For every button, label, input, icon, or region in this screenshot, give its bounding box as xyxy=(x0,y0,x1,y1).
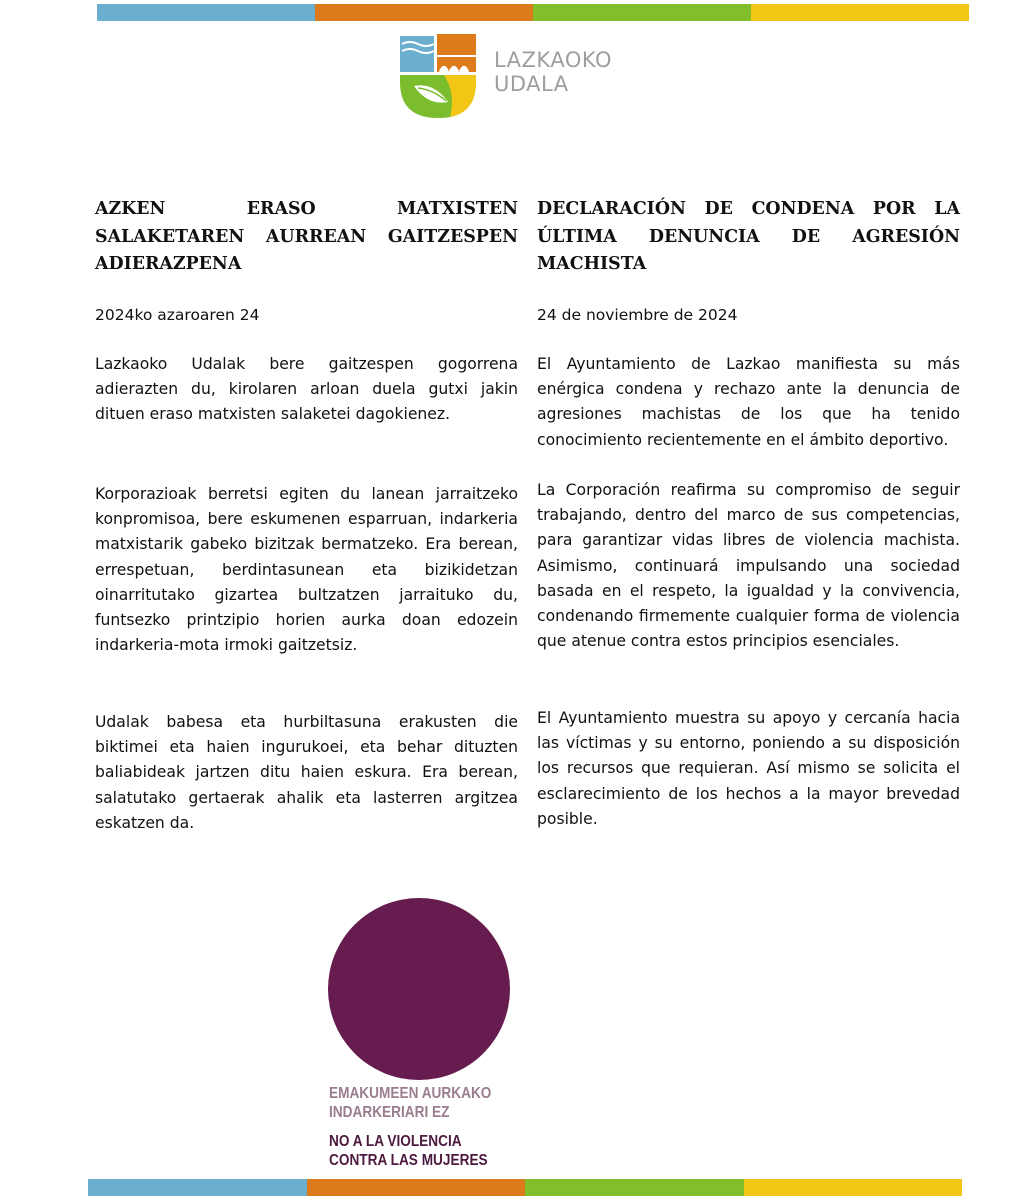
lazkao-emblem-icon xyxy=(400,32,476,118)
logo-line-2: UDALA xyxy=(494,72,569,96)
basque-paragraph-1: Lazkaoko Udalak bere gaitzespen gogorrena adierazten du, kirolaren arloan duela gutxi jakin dituen eraso matxisten salaketei dagokienez. xyxy=(95,355,518,424)
stripe-segment-green xyxy=(525,1179,744,1196)
campaign-spanish-line-1: NO A LA VIOLENCIA xyxy=(329,1133,462,1150)
spanish-paragraph-1: El Ayuntamiento de Lazkao manifiesta su más enérgica condena y rechazo ante la denuncia de agresiones machistas de los que ha tenido conocimiento recientemente en el ámbito deportivo. xyxy=(537,355,960,449)
stripe-segment-blue xyxy=(88,1179,307,1196)
logo-wordmark xyxy=(494,48,612,96)
stripe-segment-orange xyxy=(315,4,533,21)
bottom-color-stripe xyxy=(88,1179,962,1196)
stripe-segment-yellow xyxy=(751,4,969,21)
campaign-slogan-spanish xyxy=(329,1132,514,1170)
stripe-segment-yellow xyxy=(744,1179,963,1196)
basque-date: 2024ko azaroaren 24 xyxy=(95,306,260,324)
logo-line-1: LAZKAOKO xyxy=(494,48,613,72)
stripe-segment-green xyxy=(533,4,751,21)
stripe-segment-blue xyxy=(97,4,315,21)
spanish-date: 24 de noviembre de 2024 xyxy=(537,306,738,324)
campaign-basque-line-1: EMAKUMEEN AURKAKO xyxy=(329,1085,492,1102)
basque-paragraph-3: Udalak babesa eta hurbiltasuna erakusten die biktimei eta haien ingurukoei, eta behar dituzten baliabideak jartzen ditu haien eskura. Era berean, salatutako gertaerak ahalik eta lasterren argitzea eskatzen da. xyxy=(95,713,518,832)
campaign-emblem xyxy=(326,898,526,1178)
lazkao-logo xyxy=(400,32,640,122)
stripe-segment-orange xyxy=(307,1179,526,1196)
purple-circle-icon xyxy=(328,898,510,1080)
spanish-paragraph-3: El Ayuntamiento muestra su apoyo y cercanía hacia las víctimas y su entorno, poniendo a su disposición los recursos que requieran. Así mismo se solicita el esclarecimiento de los hechos a la mayor brevedad posible. xyxy=(537,709,960,828)
campaign-slogan-basque xyxy=(329,1084,505,1122)
basque-paragraph-2: Korporazioak berretsi egiten du lanean jarraitzeko konpromisoa, bere eskumenen esparruan, indarkeria matxistarik gabeko bizitzak bermatzeko. Era berean, errespetuan, berdintasunean eta bizikidetzan oinarritutako gizartea bultzatzen jarraituko du, funtsezko printzipio horien aurka doan edozein indarkeria-mota irmoki gaitzetsiz. xyxy=(95,485,518,655)
campaign-spanish-line-2: CONTRA LAS MUJERES xyxy=(329,1152,488,1169)
basque-title: AZKEN ERASO MATXISTEN SALAKETAREN AURREAN GAITZESPEN ADIERAZPENA xyxy=(95,199,518,274)
top-color-stripe xyxy=(97,4,969,21)
campaign-basque-line-2: INDARKERIARI EZ xyxy=(329,1104,450,1121)
spanish-title: DECLARACIÓN DE CONDENA POR LA ÚLTIMA DENUNCIA DE AGRESIÓN MACHISTA xyxy=(537,199,960,274)
spanish-paragraph-2: La Corporación reafirma su compromiso de seguir trabajando, dentro del marco de sus competencias, para garantizar vidas libres de violencia machista. Asimismo, continuará impulsando una sociedad basada en el respeto, la igualdad y la convivencia, condenando firmemente cualquier forma de violencia que atenue contra estos principios esenciales. xyxy=(537,481,960,651)
